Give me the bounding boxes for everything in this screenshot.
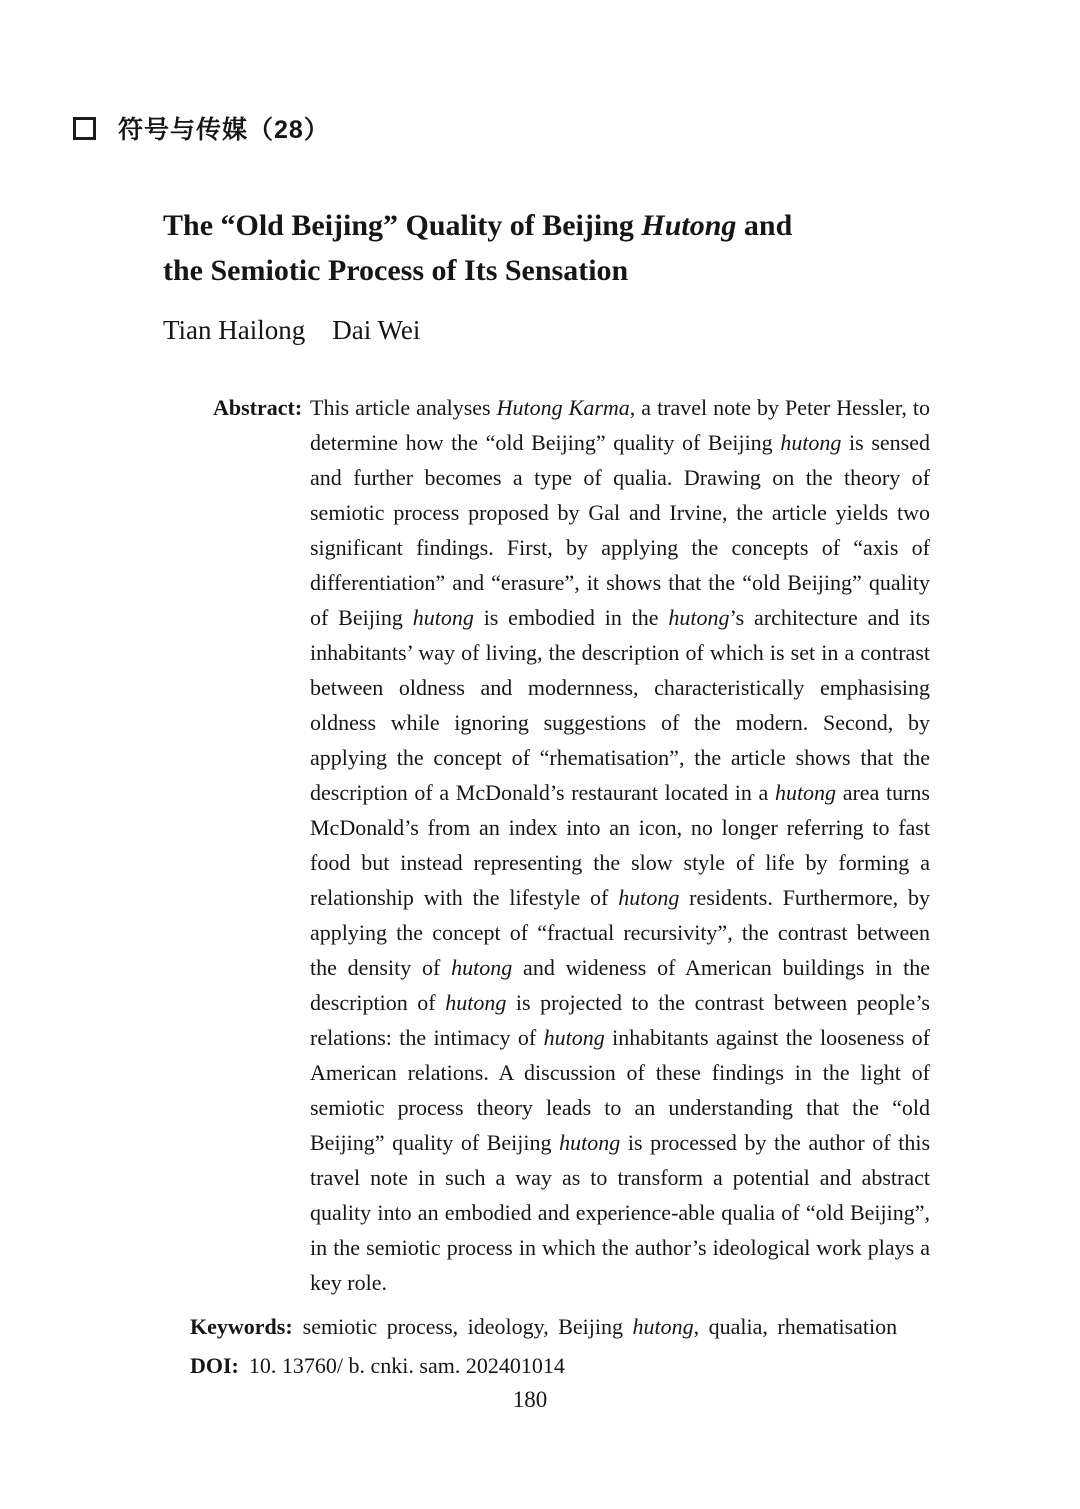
article-title-line-2: the Semiotic Process of Its Sensation — [163, 254, 629, 287]
doi-label: DOI: — [190, 1353, 239, 1378]
keywords-label: Keywords: — [190, 1314, 293, 1339]
doi-line — [190, 1346, 930, 1385]
doi-value: 10. 13760/ b. cnki. sam. 202401014 — [248, 1353, 565, 1378]
page-number: 180 — [512, 1387, 548, 1412]
square-outline-icon — [73, 117, 96, 140]
author-name-2: Dai Wei — [332, 315, 421, 345]
keywords-line — [190, 1307, 930, 1346]
journal-header — [73, 110, 330, 146]
author-names — [163, 315, 420, 346]
article-body — [0, 390, 1080, 1385]
keywords-text: semiotic process, ideology, Beijing hutong, qualia, rhematisation — [302, 1314, 898, 1339]
abstract-label: Abstract: — [213, 395, 303, 420]
page-footer — [0, 1387, 1060, 1413]
article-title-line-1: The “Old Beijing” Quality of Beijing Hutong and — [163, 209, 793, 242]
journal-title: 符号与传媒（28） — [118, 116, 330, 144]
author-name-1: Tian Hailong — [163, 315, 306, 345]
abstract-section — [213, 390, 930, 1300]
article-title — [163, 203, 953, 293]
abstract-text: This article analyses Hutong Karma, a travel note by Peter Hessler, to determine how the “old Beijing” quality of Beijing hutong is sensed and further becomes a type of qualia. Drawing on the theory of semiotic process proposed by Gal and Irvine, the article yields two significant findings. First, by applying the concepts of “axis of differentiation” and “erasure”, it shows that the “old Beijing” quality of Beijing hutong is embodied in the hutong’s architecture and its inhabitants’ way of living, the description of which is set in a contrast between oldness and modernness, characteristically emphasising oldness while ignoring suggestions of the modern. Second, by applying the concept of “rhematisation”, the article shows that the description of a McDonald’s restaurant located in a hutong area turns McDonald’s from an index into an icon, no longer referring to fast food but instead representing the slow style of life by forming a relationship with the lifestyle of hutong residents. Furthermore, by applying the concept of “fractual recursivity”, the contrast between the density of hutong and wideness of American buildings in the description of hutong is projected to the contrast between people’s relations: the intimacy of hutong inhabitants against the looseness of American relations. A discussion of these findings in the light of semiotic process theory leads to an understanding that the “old Beijing” quality of Beijing hutong is processed by the author of this travel note in such a way as to transform a potential and abstract quality into an embodied and experience-able qualia of “old Beijing”, in the semiotic process in which the author’s ideological work plays a key role. — [310, 395, 931, 1295]
